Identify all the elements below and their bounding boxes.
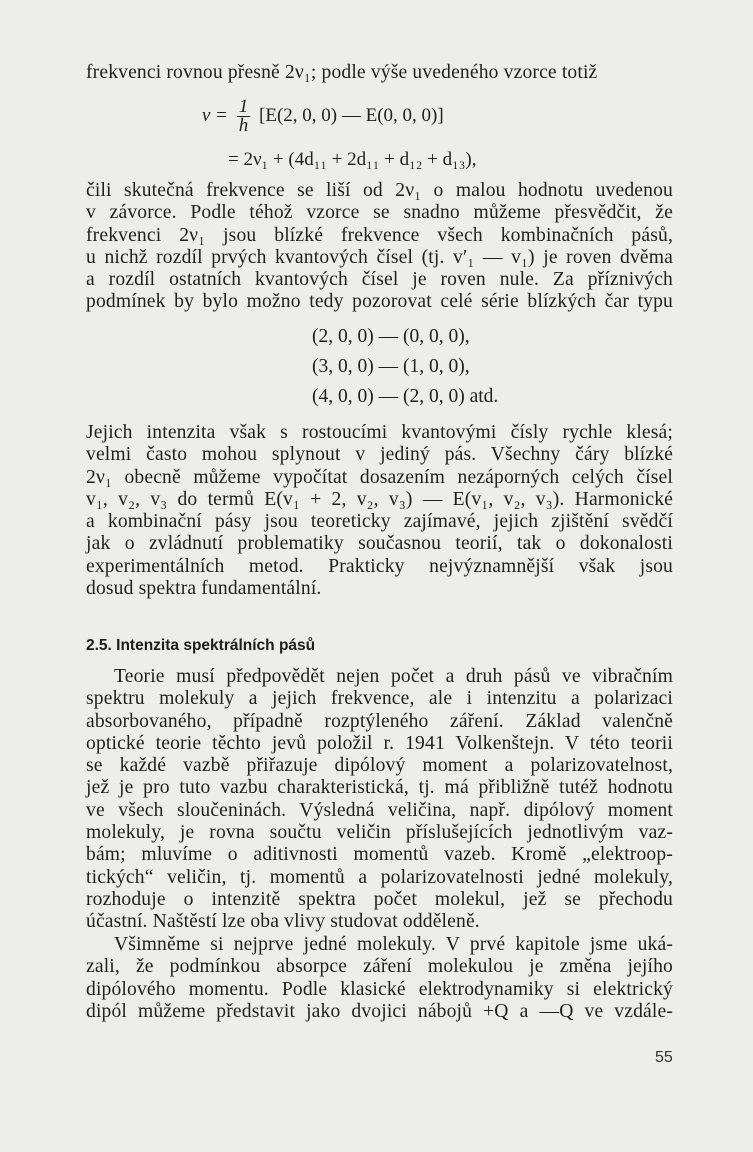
series-item: (4, 0, 0) — (2, 0, 0) atd. [312, 386, 499, 407]
text-line: a kombinační pásy jsou teoreticky zajímavé, jejich zjištění svědčí [86, 511, 673, 533]
text-line: Jejich intenzita však s rostoucími kvantovými čísly rychle klesá; [86, 422, 673, 443]
equation-fraction [237, 98, 251, 135]
text-line: a rozdíl ostatních kvantových čísel je roven nule. Za příznivých [86, 269, 673, 291]
text-line: spektru molekuly a jejich frekvence, ale i intenzitu a polarizaci [86, 688, 673, 710]
text-line: velmi často mohou splynout v jediný pás. Všechny čáry blízké [86, 444, 673, 466]
text-line: jak o zvládnutí problematiky současnou teorií, tak o dokonalosti [86, 533, 673, 555]
paragraph-2 [86, 422, 673, 600]
text-line: absorbovaného, případně rozptýleného záření. Základ valenčně [86, 710, 673, 732]
text-line: čili skutečná frekvence se liší od 2ν₁ o malou hodnotu uvedenou [86, 180, 673, 201]
series-item: (2, 0, 0) — (0, 0, 0), [312, 326, 470, 347]
paragraph-1 [86, 180, 673, 314]
text-line: v závorce. Podle téhož vzorce se snadno můžeme přesvědčit, že [86, 202, 673, 224]
intro-paragraph [86, 62, 673, 84]
text-line: ve všech sloučeninách. Výsledná veličina, např. dipólový moment [86, 799, 673, 821]
text-line: dosud spektra fundamentální. [86, 578, 322, 600]
text-line: podmínek by bylo možno tedy pozorovat celé série blízkých čar typu [86, 291, 673, 313]
text-line: v₁, v₂, v₃ do termů E(v₁ + 2, v₂, v₃) — E(v₁, v₂, v₃). Harmonické [86, 488, 673, 510]
text-line: u nichž rozdíl prvých kvantových čísel (tj. v′₁ — v₁) je roven dvěma [86, 246, 673, 268]
page-number: 55 [655, 1049, 673, 1066]
text-line: experimentálních metod. Prakticky nejvýznamnější však jsou [86, 555, 673, 577]
equation-line-2: = 2ν₁ + (4d₁₁ + 2d₁₁ + d₁₂ + d₁₃), [228, 149, 477, 170]
text-line: frekvenci 2ν₁ jsou blízké frekvence všech kombinačních pásů, [86, 224, 673, 246]
text-line: Teorie musí předpovědět nejen počet a druh pásů ve vibračním [114, 666, 673, 687]
text-line: dipólového momentu. Podle klasické elektrodynamiky si elektrický [86, 978, 673, 1000]
series-list [312, 322, 498, 412]
fraction-numerator: 1 [238, 96, 249, 117]
text-line: 2ν₁ obecně můžeme vypočítat dosazením nezáporných celých čísel [86, 466, 673, 488]
section-heading: 2.5. Intenzita spektrálních pásů [86, 637, 316, 654]
text-line: se každé vazbě přiřazuje dipólový moment a polarizovatelnost, [86, 755, 673, 777]
series-item: (3, 0, 0) — (1, 0, 0), [312, 356, 470, 377]
intro-line: frekvenci rovnou přesně 2ν₁; podle výše uvedeného vzorce totiž [86, 62, 598, 83]
text-line: tických“ veličin, tj. momentů a polarizovatelnosti jedné molekuly, [86, 866, 673, 888]
paragraph-4 [86, 934, 673, 1023]
text-line: účastní. Naštěstí lze oba vlivy studovat odděleně. [86, 911, 480, 933]
equation-lhs: ν = [202, 104, 229, 126]
text-line: dipól můžeme představit jako dvojici nábojů +Q a —Q ve vzdále- [86, 1000, 673, 1022]
paragraph-3 [86, 666, 673, 934]
text-line: rozhoduje o intenzitě spektra počet molekul, jež se přechodu [86, 888, 673, 910]
equation-rhs: [E(2, 0, 0) — E(0, 0, 0)] [259, 104, 444, 126]
text-line: Všimněme si nejprve jedné molekuly. V prvé kapitole jsme uká- [114, 934, 673, 955]
text-line: jež je pro tuto vazbu charakteristická, tj. má přibližně tutéž hodnotu [86, 777, 673, 799]
fraction-denominator: h [238, 115, 249, 136]
text-line: optické teorie těchto jevů položil r. 1941 Volkenštejn. V této teorii [86, 732, 673, 754]
text-line: molekuly, je rovna součtu veličin příslušejících jednotlivým vaz- [86, 822, 673, 844]
equation-line-1 [202, 98, 444, 135]
text-line: zali, že podmínkou absorpce záření molekulou je změna jejího [86, 956, 673, 978]
text-line: bám; mluvíme o aditivnosti momentů vazeb. Kromě „elektroop- [86, 844, 673, 866]
